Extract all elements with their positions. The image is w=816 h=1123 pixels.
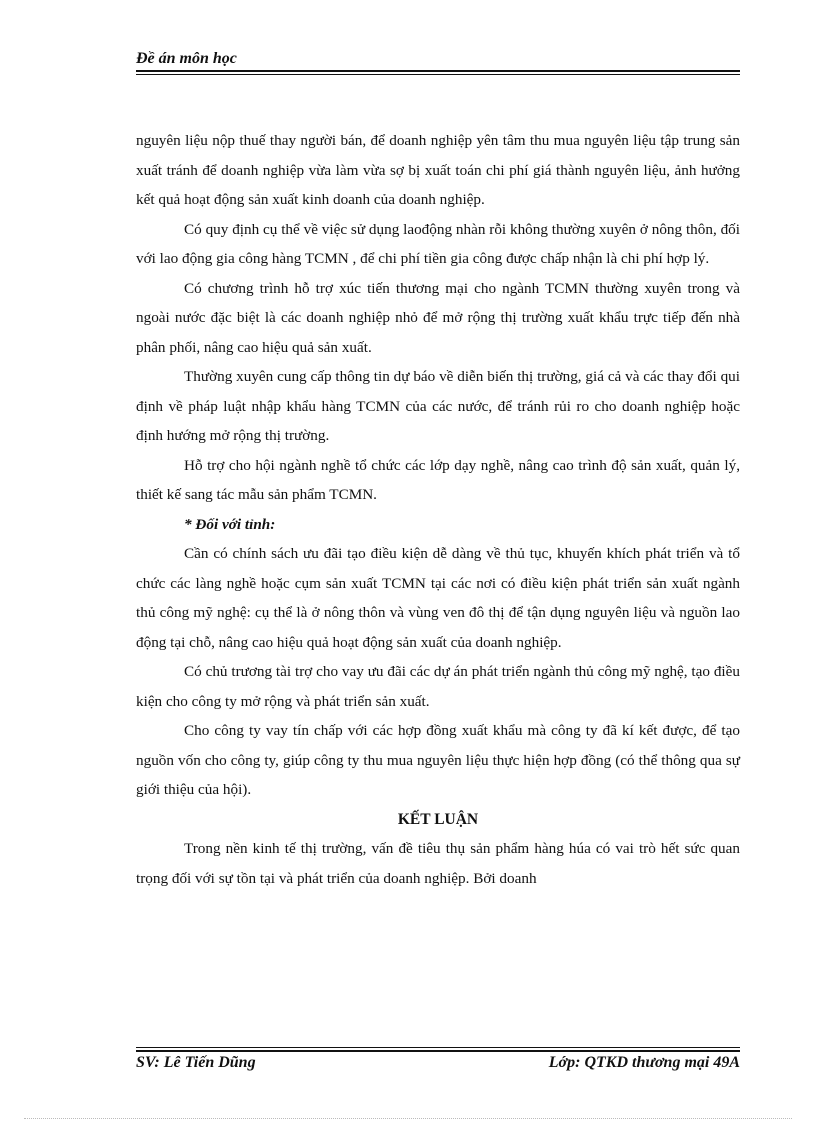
- paragraph: Thường xuyên cung cấp thông tin dự báo về diễn biến thị trường, giá cả và các thay đổi qui định về pháp luật nhập khẩu hàng TCMN của các nước, để tránh rủi ro cho doanh nghiệp hoặc định hướng mở rộng thị trường.: [136, 368, 740, 444]
- footer-student-name: SV: Lê Tiến Dũng: [136, 1054, 256, 1071]
- document-body: [136, 126, 740, 893]
- header-rule-thin: [136, 74, 740, 75]
- paragraph: Cần có chính sách ưu đãi tạo điều kiện dễ dàng về thủ tục, khuyến khích phát triển và tổ chức các làng nghề hoặc cụm sản xuất TCMN tại các nơi có điều kiện phát triển sản xuất ngành thủ công mỹ nghệ: cụ thể là ở nông thôn và vùng ven đô thị để tận dụng nguyên liệu và nguồn lao động tại chỗ, nâng cao hiệu quả hoạt động sản xuất của doanh nghiệp.: [136, 545, 740, 651]
- footer-rule-thin: [136, 1047, 740, 1048]
- header-rule: [136, 70, 740, 72]
- page-edge-divider: [24, 1118, 792, 1119]
- footer-class: Lớp: QTKD thương mại 49A: [548, 1054, 740, 1071]
- paragraph: Có chủ trương tài trợ cho vay ưu đãi các dự án phát triển ngành thủ công mỹ nghệ, tạo điều kiện cho công ty mở rộng và phát triển sản xuất.: [136, 663, 740, 710]
- conclusion-heading: KẾT LUẬN: [397, 810, 479, 828]
- section-subheading: * Đối với tỉnh:: [184, 515, 276, 533]
- paragraph: Trong nền kinh tế thị trường, vấn đề tiêu thụ sản phẩm hàng húa có vai trò hết sức quan trọng đối với sự tồn tại và phát triển của doanh nghiệp. Bởi doanh: [136, 840, 740, 887]
- paragraph: Hỗ trợ cho hội ngành nghề tổ chức các lớp dạy nghề, nâng cao trình độ sản xuất, quản lý, thiết kế sang tác mẫu sản phẩm TCMN.: [136, 456, 740, 503]
- paragraph-continued: nguyên liệu nộp thuế thay người bán, để doanh nghiệp yên tâm thu mua nguyên liệu tập trung sản xuất tránh để doanh nghiệp vừa làm vừa sợ bị xuất toán chi phí giá thành nguyên liệu, ảnh hưởng kết quả hoạt động sản xuất kinh doanh của doanh nghiệp.: [136, 132, 740, 208]
- footer-rule: [136, 1050, 740, 1052]
- paragraph: Có quy định cụ thể về việc sử dụng laođộng nhàn rỗi không thường xuyên ở nông thôn, đối với lao động gia công hàng TCMN , để chi phí tiền gia công được chấp nhận là chi phí hợp lý.: [136, 220, 740, 267]
- paragraph: Cho công ty vay tín chấp với các hợp đồng xuất khẩu mà công ty đã kí kết được, để tạo nguồn vốn cho công ty, giúp công ty thu mua nguyên liệu thực hiện hợp đồng (có thể thông qua sự giới thiệu của hội).: [136, 722, 740, 798]
- page-header-title: Đề án môn học: [136, 50, 237, 67]
- paragraph: Có chương trình hỗ trợ xúc tiến thương mại cho ngành TCMN thường xuyên trong và ngoài nước đặc biệt là các doanh nghiệp nhỏ để mở rộng thị trường xuất khẩu trực tiếp đến nhà phân phối, nâng cao hiệu quả sản xuất.: [136, 279, 740, 356]
